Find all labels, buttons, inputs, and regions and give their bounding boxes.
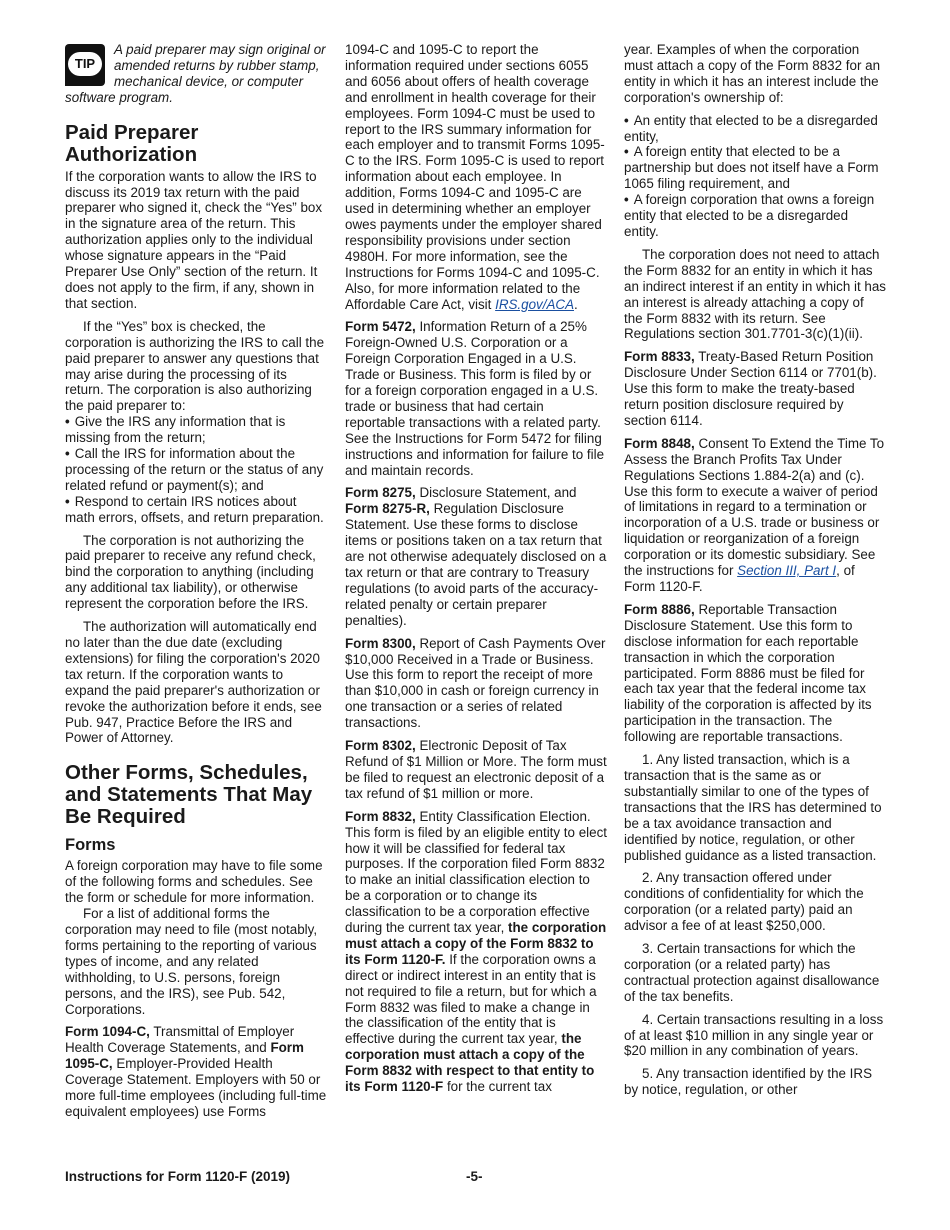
paragraph: The corporation is not authorizing the paid preparer to receive any refund check, bind the corporation to anything (including any additional tax liability), or otherwise represent the corporation before the IRS. <box>65 532 316 612</box>
paragraph: The authorization will automatically end no later than the due date (excluding extensions) for filing the corporation's 2020 tax return. If the corporation wants to expand the paid preparer's authorization or revoke the authorization before it ends, see Pub. 947, Practice Before the IRS and Power of Attorney. <box>65 619 322 746</box>
bullet-item: • An entity that elected to be a disregarded entity, <box>624 112 878 144</box>
form-8302-entry: Form 8302, Electronic Deposit of Tax Refund of $1 Million or More. The form must be filed to request an electronic deposit of a tax refund of $1 million or more. <box>345 738 607 801</box>
paragraph: If the “Yes” box is checked, the corporation is authorizing the IRS to call the paid preparer to answer any questions that may arise during the processing of its return. The corporation is also authorizing the paid preparer to: <box>65 318 325 414</box>
form-8848-entry: Form 8848, Consent To Extend the Time To Assess the Branch Profits Tax Under Regulations Sections 1.884-2(a) and (c). Use this form to execute a waiver of period of limitations in regard to a termination or incorporation of a U.S. trade or business or liquidation or reorganization of a foreign corporation or its domestic subsidiary. See the instructions for Section III, Part I, of Form 1120-F. <box>624 435 885 594</box>
form-1094c-continued: 1094-C and 1095-C to report the information required under sections 6055 and 6056 about offers of health coverage and enrollment in health coverage for their employees. Form 1094-C must be used to report to the IRS summary information for each employer and to transmit Forms 1095-C to the IRS. Form 1095-C is used to report information about each employee. In addition, Forms 1094-C and 1095-C are used in determining whether an employer owes payments under the employer shared responsibility provisions under section 4980H. For more information, see the Instructions for Forms 1094-C and 1095-C. Also, for more information related to the Affordable Care Act, visit IRS.gov/ACA. <box>345 42 605 312</box>
bullet-item: • Give the IRS any information that is missing from the return; <box>65 414 286 446</box>
tip-text: A paid preparer may sign original or amended returns by rubber stamp, mechanical device, or computer software program. <box>65 42 326 105</box>
numbered-item: 4. Certain transactions resulting in a loss of at least $10 million in any single year or $20 million in any combination of years. <box>624 1011 884 1059</box>
page-number: -5- <box>466 1169 483 1184</box>
column-right <box>624 42 886 1105</box>
form-1094c-entry: Form 1094-C, Transmittal of Employer Health Coverage Statements, and Form 1095-C, Employer-Provided Health Coverage Statement. Employers with 50 or more full-time employees (including full-time equivalent employees) use Forms <box>65 1024 327 1119</box>
paragraph: The corporation does not need to attach the Form 8832 for an entity in which it has an indirect interest if an entity in which it has an interest is already attaching a copy of the Form 8832 with its return. See Regulations section 301.7701-3(c)(1)(ii). <box>624 246 886 342</box>
form-8275-entry: Form 8275, Disclosure Statement, and Form 8275-R, Regulation Disclosure Statement. Use these forms to disclose items or positions taken on a tax return that are not otherwise adequately disclosed on a tax return or that are contrary to Treasury regulations (to avoid parts of the accuracy-related penalty or certain preparer penalties). <box>345 485 607 628</box>
bullet-item: • Respond to certain IRS notices about math errors, offsets, and return preparation. <box>65 493 324 525</box>
tip-box <box>65 42 327 106</box>
form-8300-entry: Form 8300, Report of Cash Payments Over $10,000 Received in a Trade or Business. Use this form to report the receipt of more than $10,000 in cash or foreign currency in one transaction or a series of related transactions. <box>345 635 606 731</box>
section-iii-part-i-link[interactable]: Section III, Part I <box>737 563 837 579</box>
heading-other-forms: Other Forms, Schedules, and Statements That May Be Required <box>65 761 313 829</box>
bullet-item: • A foreign entity that elected to be a partnership but does not itself have a Form 1065 filing requirement, and <box>624 144 879 192</box>
heading-paid-preparer: Paid Preparer Authorization <box>65 120 199 166</box>
form-8833-entry: Form 8833, Treaty-Based Return Position Disclosure Under Section 6114 or 7701(b). Use this form to make the treaty-based return position disclosure required by section 6114. <box>624 349 877 428</box>
form-8832-entry: Form 8832, Entity Classification Election. This form is filed by an eligible entity to elect how it will be classified for federal tax purposes. If the corporation filed Form 8832 to make an initial classification election to be a corporation or to change its classification to be a corporation effective during the current tax year, the corporation must attach a copy of the Form 8832 to its Form 1120-F. If the corporation owns a direct or indirect interest in an entity that is not required to file a return, but for which a Form 8832 was filed to make a change in the classification of the entity that is effective during the current tax year, the corporation must attach a copy of the Form 8832 with respect to that entity to its Form 1120-F for the current tax <box>345 808 607 1095</box>
numbered-item: 2. Any transaction offered under conditions of confidentiality for which the corporation (or a related party) paid an advisor a fee of at least $250,000. <box>624 870 864 934</box>
column-middle <box>345 42 607 1102</box>
tip-icon: TIP <box>65 44 105 86</box>
bullet-item: • Call the IRS for information about the processing of the return or the status of any related refund or payment(s); and <box>65 446 324 493</box>
paragraph: A foreign corporation may have to file some of the following forms and schedules. See the form or schedule for more information. <box>65 858 323 906</box>
irs-aca-link[interactable]: IRS.gov/ACA <box>495 296 574 312</box>
form-8886-entry: Form 8886, Reportable Transaction Disclosure Statement. Use this form to disclose information for each reportable transaction in which the corporation participated. Form 8886 must be filed for each tax year that the federal income tax liability of the corporation is affected by its participation in the transaction. The following are reportable transactions. <box>624 601 872 745</box>
numbered-item: 1. Any listed transaction, which is a transaction that is the same as or substantially similar to one of the types of transactions that the IRS has determined to be a tax avoidance transaction and identified by notice, regulation, or other published guidance as a listed transaction. <box>624 752 882 863</box>
paragraph: If the corporation wants to allow the IRS to discuss its 2019 tax return with the paid preparer who signed it, check the “Yes” box in the signature area of the return. This authorization applies only to the individual whose signature appears in the “Paid Preparer Use Only” section of the return. It does not apply to the firm, if any, shown in that section. <box>65 168 323 311</box>
form-5472-entry: Form 5472, Information Return of a 25% Foreign-Owned U.S. Corporation or a Foreign Corporation Engaged in a U.S. Trade or Business. This form is filed by or for a foreign corporation engaged in a U.S. trade or business that had certain reportable transactions with a related party. See the Instructions for Form 5472 for filing instructions and information for failure to file and maintain records. <box>345 319 605 478</box>
numbered-item: 5. Any transaction identified by the IRS by notice, regulation, or other <box>624 1066 873 1098</box>
bullet-item: • A foreign corporation that owns a foreign entity that elected to be a disregarded entity. <box>624 192 875 239</box>
column-left <box>65 42 327 1127</box>
heading-forms: Forms <box>65 836 116 855</box>
footer-title: Instructions for Form 1120-F (2019) <box>65 1169 291 1184</box>
numbered-item: 3. Certain transactions for which the corporation (or a related party) has contractual protection against disallowance of the tax benefits. <box>624 941 880 1004</box>
form-8832-continued: year. Examples of when the corporation must attach a copy of the Form 8832 for an entity in which it has an interest include the corporation's ownership of: <box>624 42 881 105</box>
paragraph: For a list of additional forms the corporation may need to file (most notably, forms pertaining to the reporting of various types of income, and any related withholding, to U.S. persons, foreign persons, and the IRS), see Pub. 542, Corporations. <box>65 906 318 1017</box>
